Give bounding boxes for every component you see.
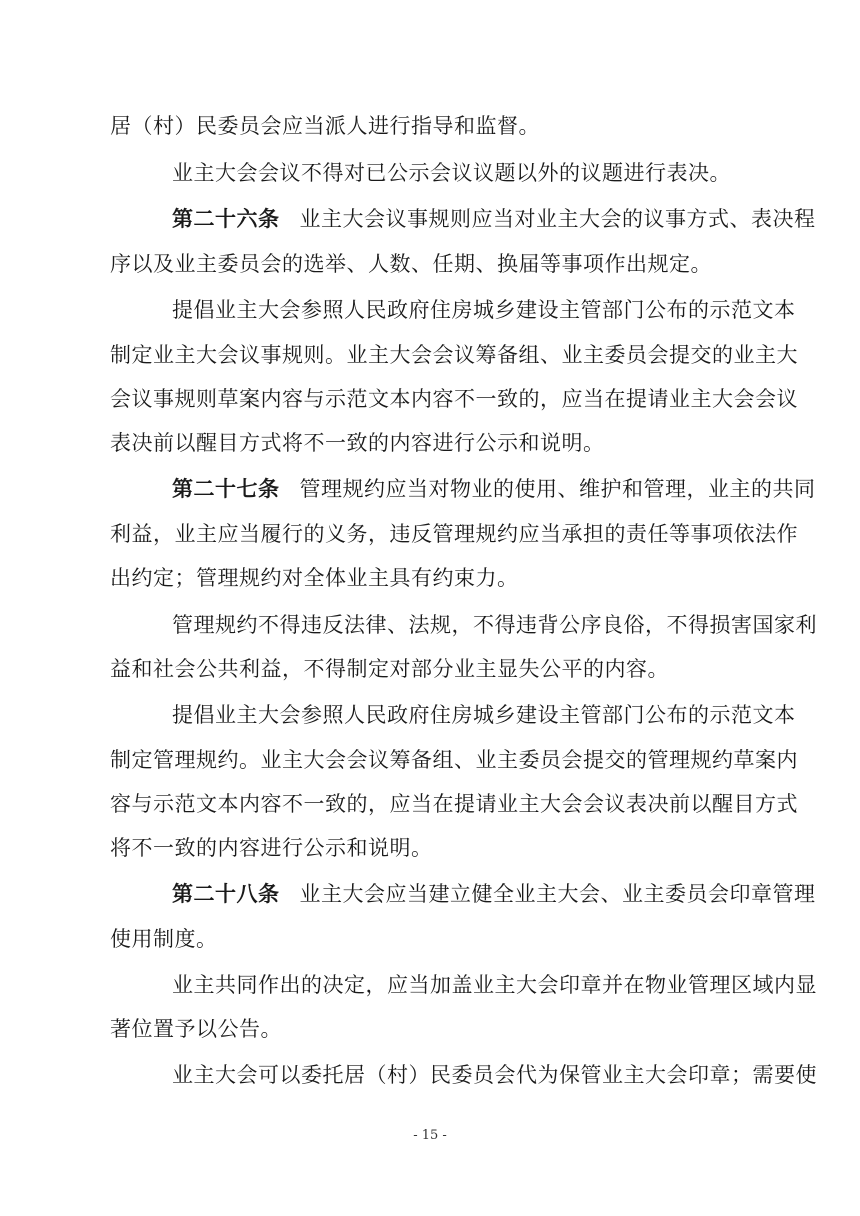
line-text: 业主大会议事规则应当对业主大会的议事方式、表决程: [299, 207, 816, 231]
body-line: [110, 789, 798, 819]
line-text: 管理规约不得违反法律、法规，不得违背公序良俗，不得损害国家利: [172, 613, 817, 637]
line-text: 将不一致的内容进行公示和说明。: [110, 836, 433, 860]
line-text: 业主大会可以委托居（村）民委员会代为保管业主大会印章；需要使: [172, 1063, 817, 1087]
line-text: 益和社会公共利益，不得制定对部分业主显失公平的内容。: [110, 657, 669, 681]
line-text: 提倡业主大会参照人民政府住房城乡建设主管部门公布的示范文本: [172, 298, 796, 322]
line-text: 会议事规则草案内容与示范文本内容不一致的，应当在提请业主大会会议: [110, 387, 798, 411]
article-number: 第二十六条: [172, 207, 280, 231]
line-text: 利益，业主应当履行的义务，违反管理规约应当承担的责任等事项依法作: [110, 522, 798, 546]
line-text: 业主大会会议不得对已公示会议议题以外的议题进行表决。: [172, 161, 731, 185]
body-line: [110, 563, 760, 593]
line-text: 使用制度。: [110, 927, 218, 951]
body-line: [172, 158, 760, 188]
body-line: [172, 970, 817, 1000]
line-text: 管理规约应当对物业的使用、维护和管理，业主的共同: [299, 477, 816, 501]
line-text: 提倡业主大会参照人民政府住房城乡建设主管部门公布的示范文本: [172, 703, 796, 727]
body-line: [110, 384, 798, 414]
body-line: [110, 833, 760, 863]
line-text: 业主大会应当建立健全业主大会、业主委员会印章管理: [299, 882, 816, 906]
line-text: 居（村）民委员会应当派人进行指导和监督。: [110, 114, 540, 138]
article-heading-line: [172, 474, 816, 504]
body-line: [110, 111, 760, 141]
line-text: 著位置予以公告。: [110, 1017, 282, 1041]
article-number: 第二十七条: [172, 477, 280, 501]
line-text: 制定管理规约。业主大会会议筹备组、业主委员会提交的管理规约草案内: [110, 748, 798, 772]
body-line: [110, 340, 798, 370]
line-text: 业主共同作出的决定，应当加盖业主大会印章并在物业管理区域内显: [172, 973, 817, 997]
body-line: [110, 654, 760, 684]
body-line: [110, 519, 798, 549]
page-number: - 15 -: [413, 1128, 447, 1143]
line-text: 出约定；管理规约对全体业主具有约束力。: [110, 566, 519, 590]
article-number: 第二十八条: [172, 882, 280, 906]
body-line: [110, 745, 798, 775]
body-line: [110, 924, 760, 954]
body-line: [172, 700, 796, 730]
line-text: 制定业主大会议事规则。业主大会会议筹备组、业主委员会提交的业主大: [110, 343, 798, 367]
article-heading-line: [172, 879, 816, 909]
body-line: [172, 295, 796, 325]
body-line: [110, 1014, 760, 1044]
line-text: 表决前以醒目方式将不一致的内容进行公示和说明。: [110, 431, 605, 455]
article-heading-line: [172, 204, 816, 234]
line-text: 容与示范文本内容不一致的，应当在提请业主大会会议表决前以醒目方式: [110, 792, 798, 816]
body-line: [172, 610, 817, 640]
body-line: [110, 249, 760, 279]
body-line: [172, 1060, 817, 1090]
line-text: 序以及业主委员会的选举、人数、任期、换届等事项作出规定。: [110, 252, 712, 276]
body-line: [110, 428, 760, 458]
